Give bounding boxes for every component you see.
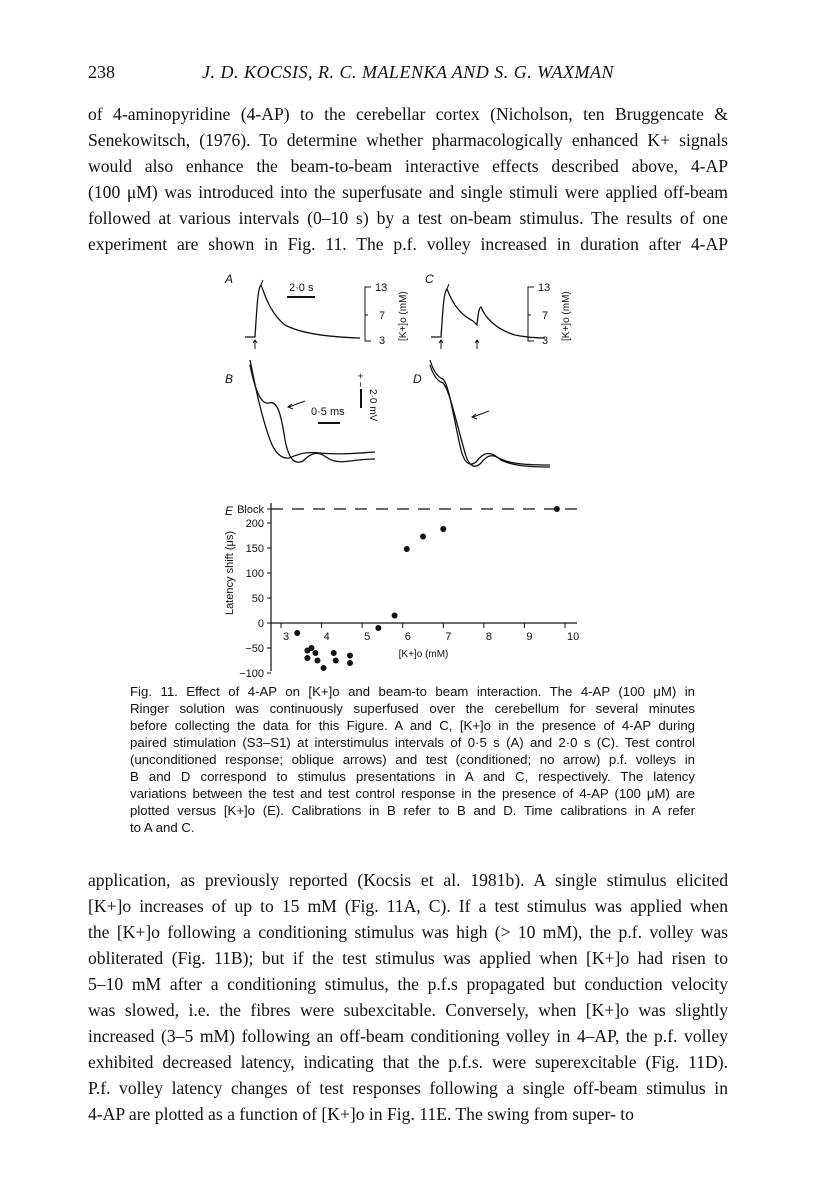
y-tick-label: 150: [245, 543, 264, 555]
stimulus-arrow-c2: [475, 340, 479, 349]
data-point: [420, 534, 426, 540]
text-line: the [K+]o following a conditioning stimulus was high (> 10 mM), the p.f. volley was: [88, 922, 728, 942]
cal-a-tick-3: 3: [379, 335, 386, 347]
text-line: [K+]o increases of up to 15 mM (Fig. 11A, C). If a test stimulus was applied when: [88, 896, 728, 916]
y-ticks: [237, 504, 271, 680]
x-tick-label: 8: [485, 631, 492, 643]
panel-label-a: A: [225, 272, 234, 286]
figure-11-svg: [215, 265, 595, 685]
x-axis-label: [K+]o (mM): [398, 649, 449, 660]
text-line: experiment are shown in Fig. 11. The p.f. volley increased in duration after 4-AP: [88, 234, 728, 254]
y-tick-label: 100: [245, 568, 264, 580]
x-tick-label: 3: [283, 631, 290, 643]
polarity-label-b: + −: [354, 373, 365, 388]
text-line: 5–10 mM after a conditioning stimulus, the p.f.s propagated but conduction velocity: [88, 974, 728, 994]
cal-c-tick-13: 13: [538, 282, 551, 294]
data-point: [331, 650, 337, 656]
data-point: [333, 658, 339, 664]
y-tick-label: Block: [237, 504, 264, 516]
y-tick-label: 50: [251, 593, 264, 605]
panel-label-b: B: [225, 372, 234, 386]
y-tick-label: −100: [239, 668, 264, 680]
x-tick-label: 6: [404, 631, 411, 643]
data-point: [392, 613, 398, 619]
cal-c-unit: [K+]o (mM): [561, 291, 572, 341]
text-line: 4-AP are plotted as a function of [K+]o in Fig. 11E. The swing from super- to: [88, 1104, 634, 1124]
caption-line: Ringer solution was continuously superfused over the cerebellum for several minutes: [130, 701, 695, 716]
time-scale-label-a: 2·0 s: [289, 282, 314, 294]
time-scale-label-b: 0·5 ms: [311, 406, 345, 418]
text-line: P.f. volley latency changes of test responses following a single off-beam stimulus in: [88, 1078, 728, 1098]
caption-line: paired stimulation (S3–S1) at interstimulus intervals of 0·5 s (A) and 2·0 s (C). Test control: [130, 735, 695, 750]
text-line: of 4-aminopyridine (4-AP) to the cerebellar cortex (Nicholson, ten Bruggencate &: [88, 104, 728, 124]
x-tick-label: 9: [526, 631, 533, 643]
text-line: application, as previously reported (Kocsis et al. 1981b). A single stimulus elicited: [88, 870, 728, 890]
text-line: Senekowitsch, (1976). To determine whether pharmacologically enhanced K+ signals: [88, 130, 728, 150]
y-tick-label: 0: [257, 618, 264, 630]
panel-label-e: E: [225, 504, 234, 518]
data-point: [375, 625, 381, 631]
caption-line: variations between the test and test control response in the presence of 4-AP (100 μM) are: [130, 786, 695, 801]
x-tick-label: 7: [445, 631, 452, 643]
caption-line: (unconditioned response; oblique arrows) and test (conditioned; no arrow) p.f. volleys in: [130, 752, 695, 767]
data-point: [554, 506, 560, 512]
panel-e-scatter: [224, 503, 579, 680]
page-number: 238: [88, 62, 115, 82]
x-ticks: [281, 623, 579, 643]
text-line: was slowed, i.e. the fibres were subexcitable. Conversely, when [K+]o was slightly: [88, 1000, 728, 1020]
panel-label-c: C: [425, 272, 434, 286]
stimulus-arrow-c1: [439, 340, 443, 349]
caption-line: plotted versus [K+]o (E). Calibrations in B refer to B and D. Time calibrations in A refer: [130, 803, 695, 818]
data-point: [347, 660, 353, 666]
y-tick-label: 200: [245, 518, 264, 530]
data-point: [404, 546, 410, 552]
text-line: exhibited decreased latency, indicating that the p.f.s. were superexcitable (Fig. 11D).: [88, 1052, 728, 1072]
caption-line: to A and C.: [130, 820, 195, 835]
caption-line: B and D correspond to stimulus presentations in A and C, respectively. The latency: [130, 769, 695, 784]
stimulus-arrow-a: [253, 340, 257, 349]
data-point: [304, 655, 310, 661]
test-control-arrow-b: [288, 401, 305, 409]
volt-scale-label-b: 2·0 mV: [367, 389, 378, 422]
panel-label-d: D: [413, 372, 422, 386]
x-tick-label: 5: [364, 631, 371, 643]
data-point: [294, 630, 300, 636]
cal-c-tick-3: 3: [542, 335, 549, 347]
figure-caption: [130, 683, 695, 836]
y-tick-label: −50: [245, 643, 264, 655]
cal-c-tick-7: 7: [542, 310, 549, 322]
text-line: would also enhance the beam-to-beam interactive effects described above, 4-AP: [88, 156, 728, 176]
text-line: increased (3–5 mM) following an off-beam conditioning volley in 4–AP, the p.f. volley: [88, 1026, 728, 1046]
data-point: [321, 665, 327, 671]
page-header: [88, 62, 728, 92]
panel-d-traces: [430, 360, 550, 467]
test-control-arrow-d: [472, 411, 489, 419]
x-tick-label: 10: [567, 631, 580, 643]
data-points: [294, 506, 560, 671]
text-line: followed at various intervals (0–10 s) by a test on-beam stimulus. The results of one: [88, 208, 728, 228]
paragraph-bottom: [88, 867, 728, 1127]
paragraph-top: [88, 101, 728, 257]
kplus-calibration-c: [528, 287, 534, 341]
cal-a-tick-7: 7: [379, 310, 386, 322]
data-point: [347, 653, 353, 659]
data-point: [308, 645, 314, 651]
caption-line: before collecting the data for this Figure. A and C, [K+]o in the presence of 4-AP during: [130, 718, 695, 733]
figure-11: [215, 265, 595, 685]
data-point: [315, 658, 321, 664]
data-point: [312, 650, 318, 656]
kplus-calibration-a: [365, 287, 371, 341]
cal-a-tick-13: 13: [375, 282, 388, 294]
text-line: obliterated (Fig. 11B); but if the test stimulus was applied when [K+]o had risen to: [88, 948, 728, 968]
cal-a-unit: [K+]o (mM): [398, 291, 409, 341]
running-head-authors: J. D. KOCSIS, R. C. MALENKA AND S. G. WAXMAN: [201, 62, 615, 82]
text-line: (100 μM) was introduced into the superfusate and single stimuli were applied off-beam: [88, 182, 728, 202]
x-tick-label: 4: [323, 631, 330, 643]
caption-line: Fig. 11. Effect of 4-AP on [K+]o and beam-to beam interaction. The 4-AP (100 μM) in: [130, 684, 695, 699]
data-point: [440, 526, 446, 532]
y-axis-label: Latency shift (μs): [224, 531, 236, 615]
